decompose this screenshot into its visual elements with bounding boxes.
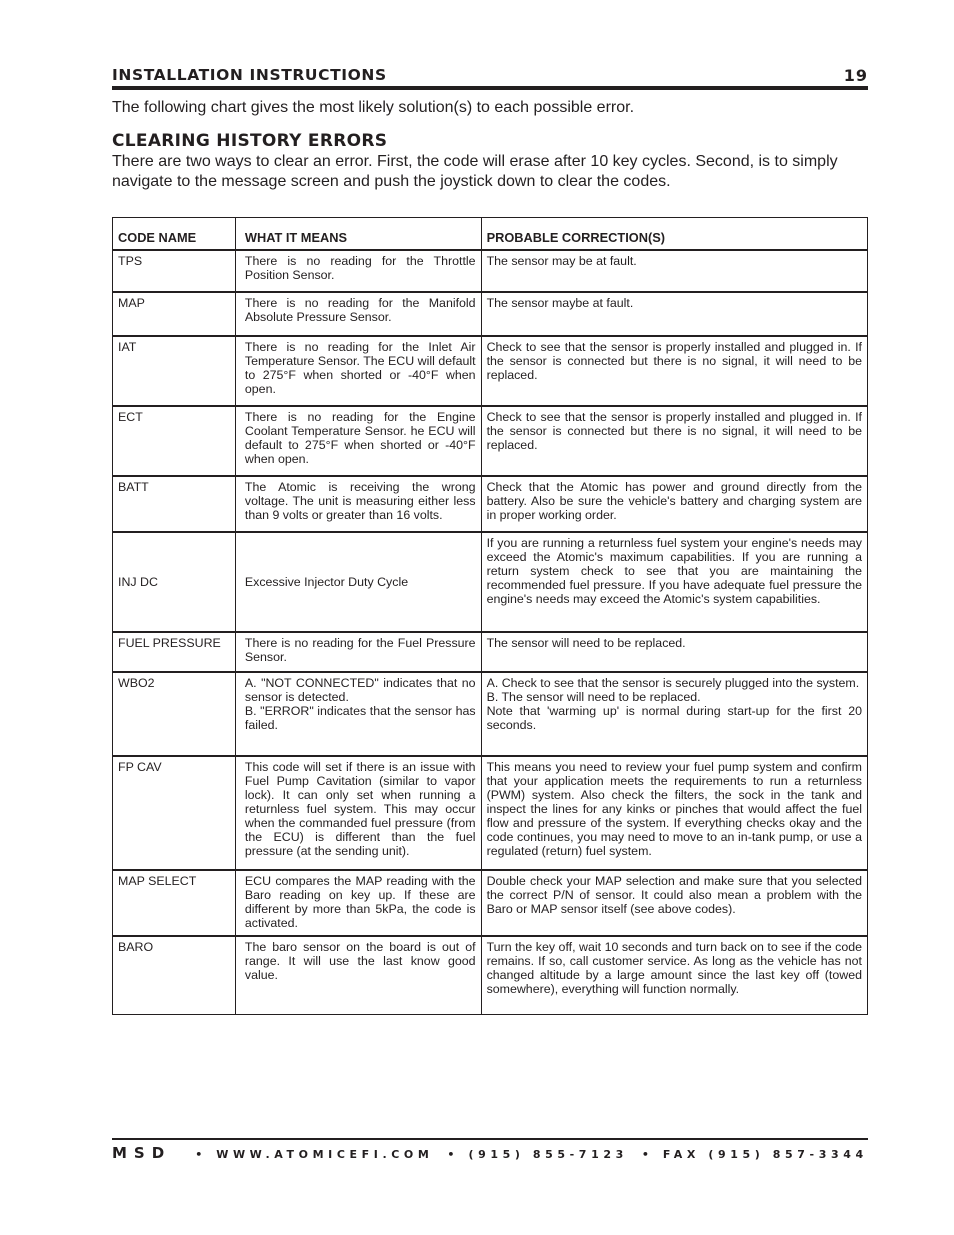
footer-separator: • bbox=[641, 1148, 649, 1161]
table-row bbox=[113, 870, 868, 936]
meaning-cell: There is no reading for the Fuel Pressure Sensor. bbox=[235, 632, 481, 672]
meaning-cell: ECU compares the MAP reading with the Baro reading on key up. If these are different by more than 5kPa, the code is activated. bbox=[235, 870, 481, 936]
intro-text: The following chart gives the most likely solution(s) to each possible error. bbox=[112, 99, 635, 116]
page-header bbox=[112, 64, 868, 90]
correction-cell: The sensor may be at fault. bbox=[481, 250, 867, 292]
table-row bbox=[113, 336, 868, 406]
meaning-cell: There is no reading for the Inlet Air Temperature Sensor. The ECU will default to 275°F when shorted or -40°F when open. bbox=[235, 336, 481, 406]
table-row bbox=[113, 476, 868, 532]
column-header-code: CODE NAME bbox=[113, 218, 236, 251]
correction-cell: This means you need to review your fuel pump system and confirm that your application meets the requirements to run a returnless (PWM) system. Also check the filters, the sock in the tank and inspect the lines for any kinks or pinches that would affect the fuel flow and pressure of the system. If everything checks okay and the code continues, you may need to move to an in-tank pump, or use a regulated (return) fuel system. bbox=[481, 756, 867, 870]
meaning-cell: The Atomic is receiving the wrong voltage. The unit is measuring either less than 9 volts or greater than 16 volts. bbox=[235, 476, 481, 532]
table-header-row bbox=[113, 218, 868, 251]
table-row bbox=[113, 292, 868, 336]
correction-cell: Check to see that the sensor is properly installed and plugged in. If the sensor is connected but there is no signal, it will need to be replaced. bbox=[481, 406, 867, 476]
footer-divider bbox=[112, 1138, 868, 1140]
code-cell: INJ DC bbox=[113, 532, 236, 632]
code-cell: WBO2 bbox=[113, 672, 236, 756]
meaning-cell: A. "NOT CONNECTED" indicates that no sensor is detected. B. "ERROR" indicates that the sensor has failed. bbox=[235, 672, 481, 756]
table-row bbox=[113, 756, 868, 870]
code-cell: ECT bbox=[113, 406, 236, 476]
page-number: 19 bbox=[843, 66, 868, 85]
code-cell: FP CAV bbox=[113, 756, 236, 870]
code-cell: BARO bbox=[113, 936, 236, 1014]
code-cell: MAP bbox=[113, 292, 236, 336]
footer-brand: MSD bbox=[112, 1144, 172, 1162]
code-cell: TPS bbox=[113, 250, 236, 292]
meaning-cell: Excessive Injector Duty Cycle bbox=[235, 532, 481, 632]
table-row bbox=[113, 672, 868, 756]
table-row bbox=[113, 632, 868, 672]
code-cell: BATT bbox=[113, 476, 236, 532]
column-header-correction: PROBABLE CORRECTION(S) bbox=[481, 218, 867, 251]
correction-cell: Check to see that the sensor is properly installed and plugged in. If the sensor is connected but there is no signal, it will need to be replaced. bbox=[481, 336, 867, 406]
correction-cell: Check that the Atomic has power and ground directly from the battery. Also be sure the vehicle's battery and charging system are in proper working order. bbox=[481, 476, 867, 532]
code-cell: IAT bbox=[113, 336, 236, 406]
meaning-cell: There is no reading for the Engine Coolant Temperature Sensor. he ECU will default to 275°F when shorted or -40°F when open. bbox=[235, 406, 481, 476]
header-title: INSTALLATION INSTRUCTIONS bbox=[112, 66, 387, 84]
table-row bbox=[113, 532, 868, 632]
error-code-table bbox=[112, 217, 868, 1015]
page-footer bbox=[112, 1144, 872, 1162]
code-cell: FUEL PRESSURE bbox=[113, 632, 236, 672]
table-row bbox=[113, 250, 868, 292]
meaning-cell: This code will set if there is an issue with Fuel Pump Cavitation (similar to vapor lock). It can only set when running a returnless fuel system. This may occur when the commanded fuel pressure (from the ECU) is different than the fuel pressure (at the sending unit). bbox=[235, 756, 481, 870]
code-cell: MAP SELECT bbox=[113, 870, 236, 936]
correction-cell: The sensor will need to be replaced. bbox=[481, 632, 867, 672]
section-body: There are two ways to clear an error. First, the code will erase after 10 key cycles. Second, is to simply navigate to the message screen and push the joystick down to clear the codes. bbox=[112, 153, 838, 190]
correction-cell: The sensor maybe at fault. bbox=[481, 292, 867, 336]
meaning-cell: There is no reading for the Throttle Position Sensor. bbox=[235, 250, 481, 292]
correction-cell: Double check your MAP selection and make sure that you selected the correct P/N of sensor. It could also mean a problem with the Baro or MAP sensor itself (see above codes). bbox=[481, 870, 867, 936]
meaning-cell: There is no reading for the Manifold Absolute Pressure Sensor. bbox=[235, 292, 481, 336]
correction-cell: If you are running a returnless fuel system your engine's needs may exceed the Atomic's maximum capabilities. If you are running a return system check to see that you are maintaining the recommended fuel pressure. If you have adequate fuel pressure the engine's needs may exceed the Atomic's system capabilities. bbox=[481, 532, 867, 632]
footer-separator: • bbox=[447, 1148, 455, 1161]
table-row bbox=[113, 936, 868, 1014]
footer-phone: (915) 855-7123 bbox=[468, 1148, 628, 1161]
meaning-cell: The baro sensor on the board is out of range. It will use the last know good value. bbox=[235, 936, 481, 1014]
table-row bbox=[113, 406, 868, 476]
footer-separator: • bbox=[195, 1148, 203, 1161]
column-header-meaning: WHAT IT MEANS bbox=[235, 218, 481, 251]
footer-website: WWW.ATOMICEFI.COM bbox=[216, 1148, 434, 1161]
correction-cell: A. Check to see that the sensor is securely plugged into the system. B. The sensor will need to be replaced. Note that 'warming up' is normal during start-up for the first 20 seconds. bbox=[481, 672, 867, 756]
correction-cell: Turn the key off, wait 10 seconds and turn back on to see if the code remains. If so, call customer service. As long as the vehicle has not changed altitude by a large amount since the last key off (towed somewhere), everything will function normally. bbox=[481, 936, 867, 1014]
footer-fax: FAX (915) 857-3344 bbox=[662, 1148, 868, 1161]
section-title: CLEARING HISTORY ERRORS bbox=[112, 131, 388, 151]
